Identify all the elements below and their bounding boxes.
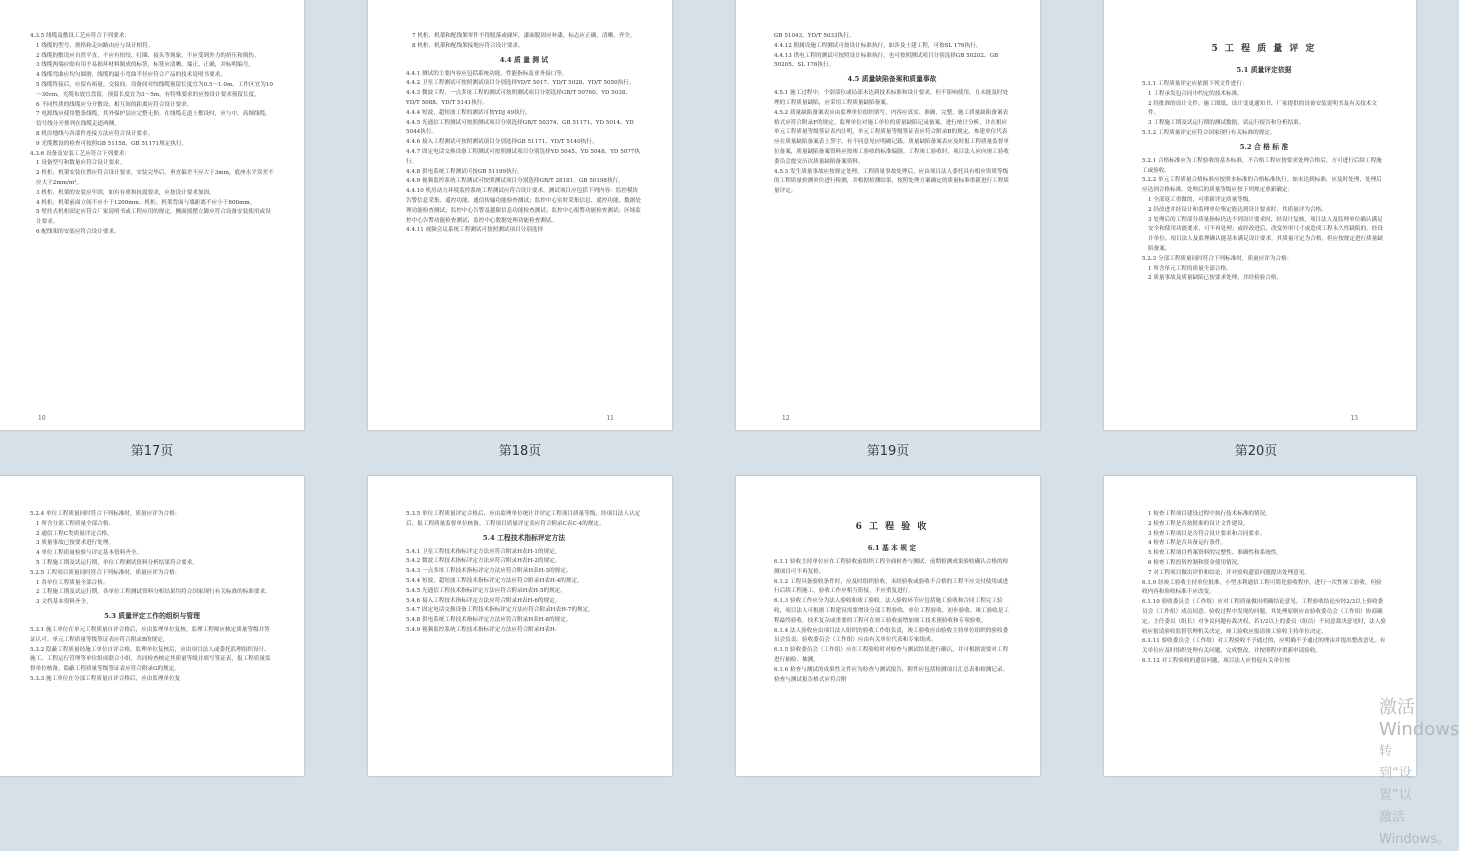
page-number: 12 <box>782 415 790 422</box>
page-label-19[interactable]: 第19页 <box>866 444 910 459</box>
text-line: 4.4.12 附属设施工程测试可按设计标准执行，如涉及土建工程，可按SL 176执行。 <box>774 42 982 49</box>
page-content <box>774 510 1010 685</box>
text-line: 4.4.2 卫星工程测试可按照测试项目分别选择YD/T 5017、YD/T 5028、YD/T 5050执行。 <box>406 80 635 87</box>
page-thumbnail-18[interactable] <box>368 0 672 430</box>
text-line: 7 电源线应使用整条线缆，其外保护层应完整无损。在线缆走道上敷设时，应与中、高频线缆、信号线分开排列在线缆走道两侧。 <box>36 111 271 128</box>
text-line: 5.4.3 一点多址工程技术指标评定方法应符合附录H表H-3的规定。 <box>406 568 572 575</box>
text-line: GB 51043、YD/T 5033执行。 <box>774 33 855 39</box>
text-line: 4 单位工程质量检验与评定基本资料齐全。 <box>36 550 143 557</box>
text-line: 5 工程施工期及试运行期，单位工程测试资料分析结果符合要求。 <box>36 559 198 566</box>
section-heading: 5.3 质量评定工作的组织与管理 <box>104 611 200 620</box>
page-content <box>406 32 642 236</box>
text-line: 5.4.7 固定电话交换设备工程技术指标评定方法应符合附录H表H-7的规定。 <box>406 607 594 614</box>
text-line: 4.4.9 视频监控系统工程测试可按照测试项目分别选择GB/T 28181、GB 50198执行。 <box>406 178 624 185</box>
text-line: 1 检查工程项目建设过程中执行技术标准的情况。 <box>1148 511 1271 517</box>
text-line: 3 文档基本资料齐全。 <box>36 599 92 606</box>
text-line: 2 经批准的设计文件、施工图纸、设计变更通知书、厂家提供的设备安装说明书及有关技术文件。 <box>1148 100 1378 117</box>
text-line: 5.2.4 单位工程质量同时符合下列标准时，质量应评为合格： <box>30 511 181 517</box>
section-heading: 4.4 质 量 测 试 <box>499 55 549 64</box>
text-line: 5.3.1 施工单位在单元工程质量自评合格后，应由监理单位复核。监理工程师应核定质量等级并签证认可。单元工程质量等级签证表应符合附录B的规定。 <box>30 626 270 643</box>
text-line: 1 各单位工程质量全部合格。 <box>36 579 109 586</box>
text-line: 5.4.2 微波工程技术指标评定方法应符合附录H表H-2的规定。 <box>406 558 561 565</box>
text-line: 3 工程施工期及试运行期的测试数据、试运行报告和分析结果。 <box>1148 120 1305 127</box>
text-line: 6 配线架的安装应符合设计要求。 <box>36 228 120 235</box>
text-line: 1 所含分部工程质量全部合格。 <box>36 520 115 527</box>
text-line: 4.5.2 质量缺陷备案表应由监理单位组织填写，内容应真实、准确、完整，施工质量缺陷备案表格式应符合附录F的规定。监理单位对施工单位的质量缺陷记录备案，进行统计分析，并在相应单元工程质量等级签证表内注明，单元工程质量等级签证表应符合附录B的规定。参建单位代表应在质量缺陷备案表上签字，有不同意见应明确记载。质量缺陷备案表应及时报工程质量监督单位备案，质量缺陷备案资料应按竣工验收的标准编制。工程竣工验收时，项目法人应向竣工验收委员会提交历次质量缺陷备案资料。 <box>774 109 1009 165</box>
text-line: 6.1.3 验收工作应分为法人验收和竣工验收。法人验收环节应包括施工验收和合同工程完工验收，项目法人可根据工程建设需要增设分部工程验收、单位工程验收、初步验收。竣工验收是工程最终验收，技术复杂或重要的工程可在竣工验收前增加竣工技术预验收和专项验收。 <box>774 598 1009 624</box>
page-content <box>406 510 642 636</box>
text-line: 6.1.4 法人验收应由项目法人组织的验收工作组负责，竣工验收应由验收主持单位组织的验收委员会负责。验收委员会（工作组）应由有关单位代表和专家组成。 <box>774 627 1009 644</box>
page-number: 13 <box>1350 415 1358 422</box>
text-line: 4.4.11 视频会议系统工程测试可按照测试项目分别选择 <box>406 227 544 234</box>
text-line: 7 对工程项目做出评价和结论，并对验收遗留问题提出处理意见。 <box>1148 569 1310 576</box>
page-content <box>774 32 1010 197</box>
text-line: 5.2.5 工程项目质量同时符合下列标准时，质量应评为合格： <box>30 569 181 576</box>
text-line: 3 线缆两端应贴有用不易损坏材料制成的标签，标签应清晰、端正、正确，并标明编号。 <box>36 62 254 69</box>
page-thumbnail-20[interactable] <box>1104 0 1416 430</box>
text-line: 5.4.6 接入工程技术指标评定方法应符合附录H表H-6的规定。 <box>406 597 561 604</box>
text-line: 2 经改进并经设计和监理单位鉴定能达到设计要求时，其质量评为合格。 <box>1148 206 1327 213</box>
text-line: 4.5.1 施工过程中，个别部位或局部未达到技术标准和设计要求，但不影响使用，且未能及时处理的工程质量缺陷，应采用工程质量缺陷备案。 <box>774 90 1009 106</box>
text-line: 1 设备型号和数量应符合设计要求。 <box>36 160 126 167</box>
page-content <box>1142 510 1386 667</box>
text-line: 4.4.10 机房动力环境监控系统工程测试应符合设计要求，测试项目应包括下列内容：监控模块告警信息采集、遥控功能、通信传输功能检查测试；监控中心实时采集信息、遥控功能、数据处理功能检查测试；监控中心告警及越限信息功能检查测试；监控中心报警功能检查测试；区域监控中心告警功能检查测试；监控中心数据处理功能检查测试。 <box>406 188 641 224</box>
text-line: 8 机房地线与各部件连接方法应符合设计要求。 <box>36 130 154 137</box>
text-line: 6.1.6 检查与测试的成果性文件应为检查与测试报告，附件应包括检测项目汇总表和检测记录。检查与测试报告格式应符合附 <box>774 666 1009 683</box>
text-line: 6 检查工程投资控制和资金使用情况。 <box>1148 559 1243 566</box>
page-number: 11 <box>606 415 614 422</box>
watermark-title: 激活 Windows <box>1379 697 1459 740</box>
text-line: 2 机柜、机架安装位置应符合设计要求，安装完毕后，垂直偏差不应大于3mm，底座水平误差不应大于2mm/m²。 <box>36 170 274 186</box>
page-thumbnail-22[interactable] <box>368 476 672 776</box>
text-line: 5.1.1 工程质量评定应依据下列文件进行： <box>1142 81 1248 87</box>
page-thumbnail-23[interactable] <box>736 476 1040 776</box>
text-line: 3 机柜、机架的安装应牢固，如有有重和抗震要求，应按设计要求加固。 <box>36 189 215 196</box>
text-line: 2 线缆的敷设应自然平直，不应有扭绞、打圈、接头等现象，不应受到外力的挤压和损伤。 <box>36 52 260 59</box>
text-line: 5.2.1 合格标准应为工程验收的基本标准。不合格工程应按要求处理合格后，方可进行后续工程施工或验收。 <box>1142 157 1382 174</box>
section-heading: 5.4 工程技术指标评定方法 <box>482 533 566 542</box>
text-line: 5.4.9 视频监控系统工程技术指标评定方法应符合附录H表H- <box>406 626 557 633</box>
page-label-20[interactable]: 第20页 <box>1234 444 1278 459</box>
text-line: 1 线缆的型号、规格和走向路由应与设计相符。 <box>36 42 154 49</box>
page-content <box>30 510 274 685</box>
text-line: 4 线缆弯曲应均匀圆滑，线缆的最小弯曲半径应符合产品的技术说明书要求。 <box>36 72 226 79</box>
text-line: 6.1.2 工程具备验收条件时，应及时组织验收。未经验收或验收不合格的工程不应交付使用或进行后续工程施工。验收工作应相互衔接，不应重复进行。 <box>774 578 1009 595</box>
text-line: 6.1.5 验收委员会（工作组）应在工程验收时对检查与测试结果进行确认，并可根据需要对工程进行抽检、抽测。 <box>774 647 1009 663</box>
text-line: 4.4.5 光通信工程测试可按照测试项目分别选择GB/T 50374、GB 51171、YD 5014、YD 5044执行。 <box>406 119 636 136</box>
page-thumbnail-21[interactable] <box>0 476 304 776</box>
chapter-heading: 6 工 程 验 收 <box>855 522 929 532</box>
text-line: 5.3.5 单位工程质量评定合格后，应由监理单位统计并评定工程项目质量等级，经项目法人认定后，报工程质量监督单位核备。工程项目质量评定表应符合附录C表C-4的规定。 <box>406 511 641 527</box>
text-line: 4.4.8 供电系统工程测试可按GB 51199执行。 <box>406 168 523 175</box>
page-label-18[interactable]: 第18页 <box>498 444 542 459</box>
text-line: 3 检查工程项目是否符合设计要求和合同要求。 <box>1148 530 1266 537</box>
text-line: 6.1.10 验收委员会（工作组）应对工程质量做出明确结论意见，工程验收结论应经2/3以上验收委员会（工作组）成员同意。验收过程中发现的问题，其处理原则应由验收委员会（工作组）协商确定。主任委员（组长）对争议问题有裁决权，若1/2以上的委员（组员）不同意裁决意见时，法人验收应报请验收监督管理机关决定，竣工验收应报请竣工验收主持单位决定。 <box>1142 599 1386 635</box>
text-line: 5.4.1 卫星工程技术指标评定方法应符合附录H表H-1的规定。 <box>406 548 561 555</box>
text-line: 1 工程承发包合同中约定的技术标准。 <box>1148 90 1243 97</box>
text-line: 5.2.3 分部工程质量同时符合下列标准时，质量应评为合格： <box>1142 255 1293 262</box>
text-line: 8 机柜、机架和配线架接地应符合设计要求。 <box>412 42 524 49</box>
text-line: 5.4.8 供电系统工程技术指标评定方法应符合附录H表H-8的规定。 <box>406 617 572 624</box>
page-thumbnail-24[interactable] <box>1104 476 1416 776</box>
text-line: 2 通信工程C类质量评定合格。 <box>36 530 113 537</box>
text-line: 4.4.3 微波工程、一点多址工程的测试可按照测试项目分别选择GB/T 50760、YD 5038、YD/T 5088、YD/T 5141执行。 <box>406 90 632 106</box>
text-line: 5.2.2 单元工程质量合格标准应按照本标准的合格标准执行。如未达到标准，应及时处理，处理后应达到合格标准。处理后的质量等级应按下列规定重新确定： <box>1142 177 1382 194</box>
chapter-heading: 5 工 程 质 量 评 定 <box>1211 44 1317 54</box>
text-line: 3 处理后的工程部分质量指标仍达不到设计要求时，经设计复核，项目法人及监理单位确认满足安全和使用功能要求，可不再处理；或经改进后，改变外形尺寸或造成工程永久性缺陷的，经设计单位、项目法人及监理确认能基本满足设计要求，其质量可定为合格，但应按规定进行质量缺陷备案。 <box>1148 216 1383 252</box>
text-line: 3 质量事故已按要求进行处理。 <box>36 540 115 547</box>
page-thumbnail-19[interactable] <box>736 0 1040 430</box>
text-line: 4 机柜、机架前面立间不应小于1200mm。机柜、机架背面与墙距离不应小于800mm。 <box>36 199 256 206</box>
page-thumbnail-17[interactable] <box>0 0 304 430</box>
text-line: 9 光缆敷设的检查可按照GB 51158、GB 51171规定执行。 <box>36 140 188 147</box>
section-heading: 5.2 合 格 标 准 <box>1239 142 1289 151</box>
text-line: 2 质量事故及质量缺陷已按要求处理，并经检验合格。 <box>1148 275 1282 282</box>
text-line: 5.1.2 工程质量评定应符合国家现行有关标准的规定。 <box>1142 129 1276 136</box>
page-label-17[interactable]: 第17页 <box>130 444 174 459</box>
page-number: 10 <box>38 415 46 422</box>
section-heading: 5.1 质量评定依据 <box>1236 66 1292 74</box>
text-line: 4.4.4 短波、超短波工程的测试可按YDJ 49执行。 <box>406 109 531 116</box>
text-line: 1 全部返工重做的，可重新评定质量等级。 <box>1148 196 1255 203</box>
text-line: 4.4.13 供电工程的测试可按照设计标准执行，也可按照测试项目分别选择GB 50202、GB 50205、SL 176执行。 <box>774 52 1000 69</box>
text-line: 7 机柜、机架和配线架零件不得脱落或碰坏，漆面脱固应补漆，标志应正确、清晰、齐全。 <box>412 33 636 39</box>
section-heading: 6.1 基 本 规 定 <box>867 544 917 552</box>
text-line: 5.4.4 短波、超短波工程技术指标评定方法应符合附录H表H-4的规定。 <box>406 577 583 584</box>
text-line: 6 不同性质的线缆应分开敷设，相互间的距离应符合设计要求。 <box>36 101 193 108</box>
page-content <box>30 32 274 238</box>
text-line: 2 检查工程是否按批准的设计文件建设。 <box>1148 520 1249 527</box>
watermark-subtitle: 转到“设置”以激活 Windows。 <box>1379 744 1451 847</box>
text-line: 5 壁挂式机柜固定应符合厂家说明书或工程应用的规定，侧面摇摆立脚应符合设备安装使用或设计要求。 <box>36 209 271 226</box>
text-line: 5.4.5 光通信工程技术指标评定方法应符合附录H表H-5的规定。 <box>406 587 566 594</box>
text-line: 6.1.11 验收委员会（工作组）对工程验收不予通过的，应明确不予通过的理由并提出整改意见。有关单位应及时组织处理有关问题，完成整改，并按照程序重新申请验收。 <box>1142 638 1386 655</box>
text-line: 4 检查工程是否具备运行条件。 <box>1148 540 1227 547</box>
page-content <box>1142 32 1386 284</box>
text-line: 5.3.3 施工单位在分部工程质量自评合格后，应由监理单位复 <box>30 675 181 682</box>
text-line: 4.4.1 测试的主要内容应包括系统功能、性能指标及业务接口等。 <box>406 70 568 77</box>
text-line: 6.1.12 对工程验收的遗留问题，项目法人应督促有关单位按 <box>1142 657 1291 664</box>
windows-activation-watermark <box>1379 697 1459 851</box>
section-heading: 4.5 质量缺陷备案和质量事故 <box>847 75 937 84</box>
text-line: 2 工程施工期及试运行期，各单位工程测试资料分析结果均符合国家现行有关标准的标准要求。 <box>36 589 271 596</box>
text-line: 6.1.1 验收主持单位应在工程验收前组织工程全面检查与测试，前期检测成果验收确认合格的检测项目可不再复检。 <box>774 559 1009 575</box>
text-line: 4.5.3 发生质量事故应按规定处理。工程质量事故处理后，应由项目法人委托具有相应资质等级的工程质量检测单位进行检测，并根据检测结果，按照处理方案确定的质量标准重新进行工程质量评定。 <box>774 168 1009 195</box>
text-line: 4.3.6 设备及安装工艺应符合下列要求： <box>30 150 130 157</box>
text-line: 4.4.6 接入工程测试可按照测试项目分别选择GB 51171、YD/T 5140执行。 <box>406 139 598 146</box>
text-line: 5.3.2 隐蔽工程质量经施工单位自评合格、监理单位复核后，应由项目法人或委托监理组织设计、施工、工程运行管理等单位组成联合小组，共同检查核定其质量等级并填写签证表，报工程质量监督单位核备。隐蔽工程质量等级签证表应符合附录G的规定。 <box>30 646 271 673</box>
text-line: 5 检查工程项目档案资料的完整性、准确性和系统性。 <box>1148 550 1282 557</box>
text-line: 6.1.9 经竣工验收主持单位批准，小型水利通信工程可简化验收程序，进行一次性竣工验收，但验收内容和验收标准不应改变。 <box>1142 579 1382 596</box>
text-line: 5 线缆终接后，应留有裕量。交接间、设备间对绞线缆预留长度宜为0.5～1.0m，工作区宜为10～30cm。光缆布放宜盘留，预留长度宜为3～5m，有特殊要求的应按设计要求预留长度。 <box>36 81 273 98</box>
text-line: 1 所含单元工程的质量全部合格。 <box>1148 265 1232 272</box>
text-line: 4.4.7 固定电话交换设备工程测试可按照测试项目分别选择YD 5045、YD 5048、YD 5077执行。 <box>406 148 641 165</box>
text-line: 4.3.5 线缆及敷设工艺应符合下列要求： <box>30 33 130 39</box>
